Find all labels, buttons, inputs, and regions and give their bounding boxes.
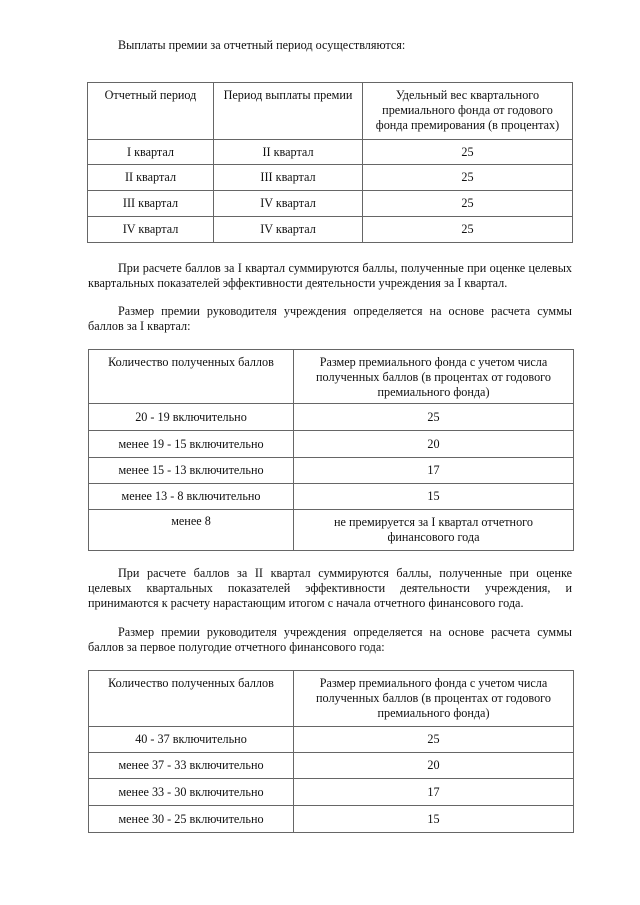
- cell: не премируется за I квартал отчетного финансового года: [294, 510, 574, 551]
- cell: 25: [363, 165, 573, 191]
- table-header-row: [89, 671, 574, 727]
- cell: менее 30 - 25 включительно: [89, 806, 294, 833]
- q1-points-table: [88, 349, 574, 551]
- cell: III квартал: [88, 191, 214, 217]
- paragraph-q1-bonus-basis: [88, 304, 572, 334]
- table-row: [89, 458, 574, 484]
- cell: 25: [294, 404, 574, 431]
- cell: IV квартал: [214, 217, 363, 243]
- cell: менее 33 - 30 включительно: [89, 779, 294, 806]
- table-row: [89, 779, 574, 806]
- paragraph-q2-scoring: [88, 566, 572, 611]
- cell: 25: [363, 140, 573, 165]
- table-header-row: [88, 83, 573, 140]
- cell: IV квартал: [214, 191, 363, 217]
- paragraph-text: При расчете баллов за II квартал суммируются баллы, полученные при оценке целевых квартальных показателей эффективности деятельности учреждения, и принимаются к расчету нарастающим итогом с начала отчетного финансового года.: [88, 566, 572, 610]
- table-row: [88, 217, 573, 243]
- cell: менее 8: [89, 510, 294, 551]
- header-reporting-period: Отчетный период: [88, 83, 214, 140]
- cell: 15: [294, 484, 574, 510]
- cell: II квартал: [214, 140, 363, 165]
- cell: 40 - 37 включительно: [89, 727, 294, 753]
- cell: II квартал: [88, 165, 214, 191]
- cell: менее 15 - 13 включительно: [89, 458, 294, 484]
- table-row: [89, 806, 574, 833]
- header-fund-size: Размер премиального фонда с учетом числа полученных баллов (в процентах от годового премиального фонда): [294, 671, 574, 727]
- half-year-points-table: [88, 670, 574, 833]
- paragraph-half-year-bonus-basis: [88, 625, 572, 655]
- table-header-row: [89, 350, 574, 404]
- paragraph-q1-scoring: [88, 261, 572, 291]
- header-share-weight: Удельный вес квартального премиального фонда от годового фонда премирования (в процентах): [363, 83, 573, 140]
- cell: 17: [294, 779, 574, 806]
- cell: 20 - 19 включительно: [89, 404, 294, 431]
- header-points: Количество полученных баллов: [89, 350, 294, 404]
- cell: 25: [363, 217, 573, 243]
- cell: 20: [294, 753, 574, 779]
- header-fund-size: Размер премиального фонда с учетом числа полученных баллов (в процентах от годового премиального фонда): [294, 350, 574, 404]
- paragraph-text: При расчете баллов за I квартал суммируются баллы, полученные при оценке целевых квартальных показателей эффективности деятельности учреждения за I квартал.: [88, 261, 572, 290]
- table-row: [88, 191, 573, 217]
- cell: I квартал: [88, 140, 214, 165]
- paragraph-text: Размер премии руководителя учреждения определяется на основе расчета суммы баллов за I квартал:: [88, 304, 572, 333]
- cell: 25: [294, 727, 574, 753]
- table-row: [89, 727, 574, 753]
- cell: 17: [294, 458, 574, 484]
- header-points: Количество полученных баллов: [89, 671, 294, 727]
- cell: менее 37 - 33 включительно: [89, 753, 294, 779]
- intro-text: Выплаты премии за отчетный период осуществляются:: [118, 38, 406, 52]
- table-row: [89, 753, 574, 779]
- table-row: [88, 165, 573, 191]
- table-row: [89, 431, 574, 458]
- table-row: [89, 510, 574, 551]
- cell: III квартал: [214, 165, 363, 191]
- header-payout-period: Период выплаты премии: [214, 83, 363, 140]
- table-row: [88, 140, 573, 165]
- cell: менее 19 - 15 включительно: [89, 431, 294, 458]
- cell: 15: [294, 806, 574, 833]
- table-row: [89, 484, 574, 510]
- cell: 25: [363, 191, 573, 217]
- table-row: [89, 404, 574, 431]
- cell: 20: [294, 431, 574, 458]
- cell: менее 13 - 8 включительно: [89, 484, 294, 510]
- payout-period-table: [87, 82, 573, 243]
- paragraph-text: Размер премии руководителя учреждения определяется на основе расчета суммы баллов за первое полугодие отчетного финансового года:: [88, 625, 572, 654]
- cell: IV квартал: [88, 217, 214, 243]
